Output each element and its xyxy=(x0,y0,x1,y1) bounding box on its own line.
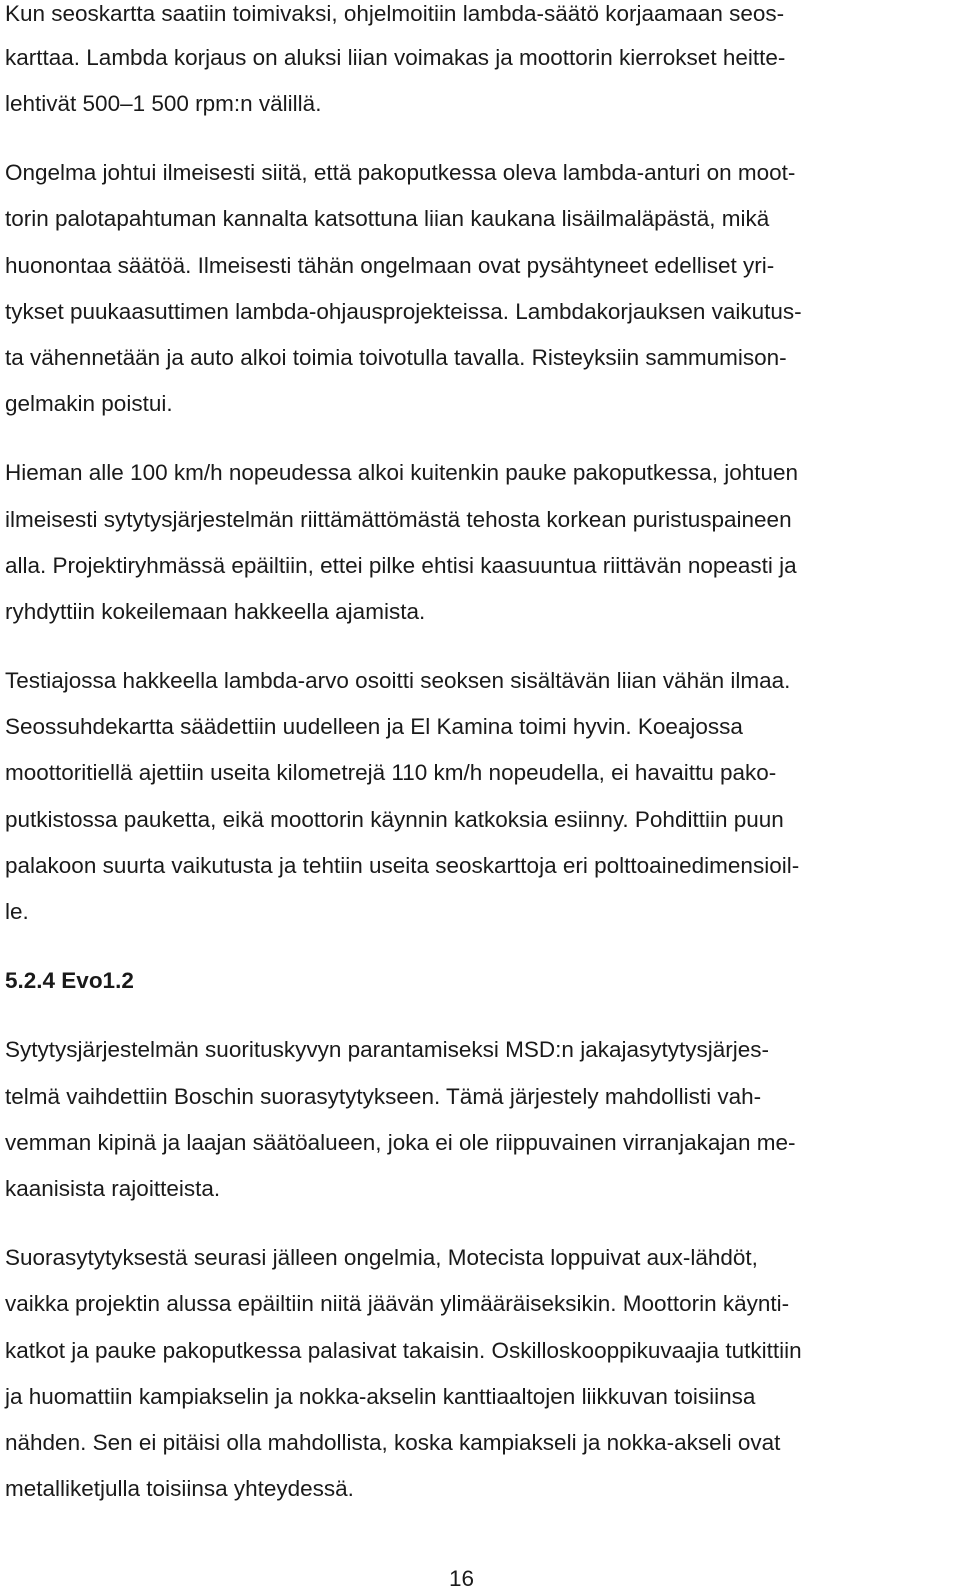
section-paragraph-1-line-1: Sytytysjärjestelmän suorituskyvyn parantamiseksi MSD:n jakajasytytysjärjes- xyxy=(5,1037,769,1062)
paragraph-4-line-1: Testiajossa hakkeella lambda-arvo osoitti seoksen sisältävän liian vähän ilmaa. xyxy=(5,668,791,693)
paragraph-2-line-4: tykset puukaasuttimen lambda-ohjausprojekteissa. Lambdakorjauksen vaikutus- xyxy=(5,299,802,324)
section-paragraph-2-line-5: nähden. Sen ei pitäisi olla mahdollista, koska kampiakseli ja nokka-akseli ovat xyxy=(5,1430,781,1455)
section-paragraph-2-line-3: katkot ja pauke pakoputkessa palasivat takaisin. Oskilloskooppikuvaajia tutkittiin xyxy=(5,1338,802,1363)
paragraph-4-line-6: le. xyxy=(5,899,29,924)
paragraph-2-line-6: gelmakin poistui. xyxy=(5,391,173,416)
paragraph-1-line-3: lehtivät 500–1 500 rpm:n välillä. xyxy=(5,91,322,116)
section-paragraph-1-line-4: kaanisista rajoitteista. xyxy=(5,1176,221,1201)
paragraph-2-line-5: ta vähennetään ja auto alkoi toimia toivotulla tavalla. Risteyksiin sammumison- xyxy=(5,345,787,370)
paragraph-4-line-3: moottoritiellä ajettiin useita kilometrejä 110 km/h nopeudella, ei havaittu pako- xyxy=(5,760,777,785)
section-paragraph-2-line-6: metalliketjulla toisiinsa yhteydessä. xyxy=(5,1476,354,1501)
paragraph-2-line-3: huonontaa säätöä. Ilmeisesti tähän ongelmaan ovat pysähtyneet edelliset yri- xyxy=(5,253,775,278)
section-heading: 5.2.4 Evo1.2 xyxy=(5,968,134,993)
paragraph-3-line-2: ilmeisesti sytytysjärjestelmän riittämättömästä tehosta korkean puristuspaineen xyxy=(5,507,792,532)
paragraph-1-line-2: karttaa. Lambda korjaus on aluksi liian voimakas ja moottorin kierrokset heitte- xyxy=(5,45,786,70)
paragraph-4-line-5: palakoon suurta vaikutusta ja tehtiin useita seoskarttoja eri polttoainedimensioil- xyxy=(5,853,800,878)
section-paragraph-2-line-4: ja huomattiin kampiakselin ja nokka-akselin kanttiaaltojen liikkuvan toisiinsa xyxy=(5,1384,756,1409)
paragraph-3-line-4: ryhdyttiin kokeilemaan hakkeella ajamista. xyxy=(5,599,426,624)
section-paragraph-1-line-2: telmä vaihdettiin Boschin suorasytytykseen. Tämä järjestely mahdollisti vah- xyxy=(5,1084,762,1109)
paragraph-2-line-2: torin palotapahtuman kannalta katsottuna liian kaukana lisäilmaläpästä, mikä xyxy=(5,206,770,231)
paragraph-4-line-4: putkistossa pauketta, eikä moottorin käynnin katkoksia esiinny. Pohdittiin puun xyxy=(5,807,784,832)
section-paragraph-2-line-1: Suorasytytyksestä seurasi jälleen ongelmia, Motecista loppuivat aux-lähdöt, xyxy=(5,1245,758,1270)
paragraph-2-line-1: Ongelma johtui ilmeisesti siitä, että pakoputkessa oleva lambda-anturi on moot- xyxy=(5,160,796,185)
section-paragraph-2-line-2: vaikka projektin alussa epäiltiin niitä jäävän ylimääräiseksikin. Moottorin käynti- xyxy=(5,1291,790,1316)
page-number: 16 xyxy=(449,1566,475,1591)
paragraph-3-line-3: alla. Projektiryhmässä epäiltiin, ettei pilke ehtisi kaasuuntua riittävän nopeasti ja xyxy=(5,553,797,578)
section-paragraph-1-line-3: vemman kipinä ja laajan säätöalueen, joka ei ole riippuvainen virranjakajan me- xyxy=(5,1130,796,1155)
paragraph-3-line-1: Hieman alle 100 km/h nopeudessa alkoi kuitenkin pauke pakoputkessa, johtuen xyxy=(5,460,799,485)
paragraph-1-line-1: Kun seoskartta saatiin toimivaksi, ohjelmoitiin lambda-säätö korjaamaan seos- xyxy=(5,1,785,26)
paragraph-4-line-2: Seossuhdekartta säädettiin uudelleen ja El Kamina toimi hyvin. Koeajossa xyxy=(5,714,743,739)
